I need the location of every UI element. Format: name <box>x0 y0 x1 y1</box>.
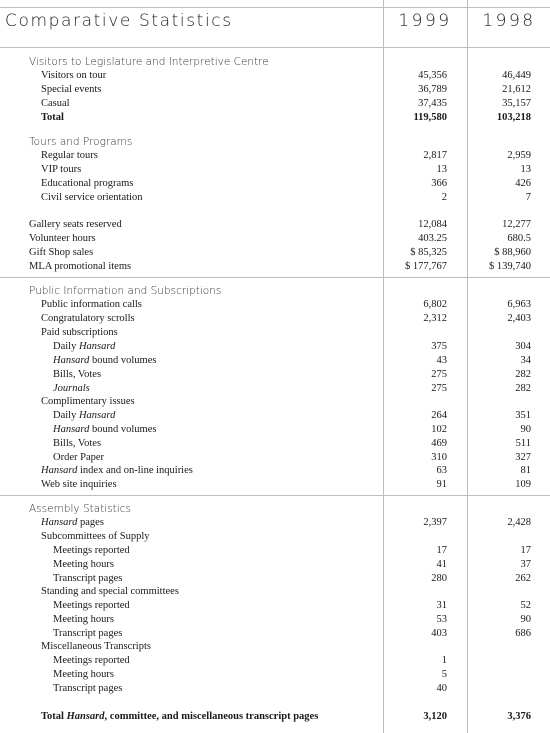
value-1998: 282 <box>515 369 531 380</box>
row-label: Visitors on tour <box>41 70 107 81</box>
table-row <box>0 423 550 437</box>
table-row <box>0 437 550 451</box>
row-label: Regular tours <box>41 150 98 161</box>
table-row <box>0 246 550 260</box>
value-1999: 3,120 <box>423 711 447 722</box>
table-row <box>0 613 550 627</box>
row-label: Volunteer hours <box>29 233 96 244</box>
row-label: Meeting hours <box>53 669 114 680</box>
row-label: Special events <box>41 84 102 95</box>
row-label: Paid subscriptions <box>41 327 118 338</box>
section-heading <box>0 135 550 149</box>
row-label: Gift Shop sales <box>29 247 94 258</box>
value-1999: 45,356 <box>418 70 447 81</box>
value-1998: 351 <box>515 410 531 421</box>
value-1999: 119,580 <box>413 112 447 123</box>
value-1998: 35,157 <box>502 98 531 109</box>
value-1999: $ 85,325 <box>410 247 447 258</box>
row-label: Meeting hours <box>53 559 114 570</box>
value-1998: 304 <box>515 341 531 352</box>
value-1999: 36,789 <box>418 84 447 95</box>
table-row <box>0 232 550 246</box>
value-1998: 12,277 <box>502 219 531 230</box>
row-label: Congratulatory scrolls <box>41 313 135 324</box>
value-1998: 282 <box>515 383 531 394</box>
table-row <box>0 464 550 478</box>
value-1999: 264 <box>431 410 447 421</box>
table-row <box>0 585 550 599</box>
table-row <box>0 640 550 654</box>
value-1999: 63 <box>436 465 447 476</box>
value-1998: 103,218 <box>496 112 531 123</box>
value-1999: 2,397 <box>423 517 447 528</box>
value-1998: 81 <box>520 465 531 476</box>
table-row <box>0 654 550 668</box>
value-1998: 680.5 <box>507 233 531 244</box>
row-label: Casual <box>41 98 70 109</box>
value-1998: 3,376 <box>507 711 531 722</box>
row-label: Transcript pages <box>53 683 123 694</box>
value-1999: 6,802 <box>423 299 447 310</box>
table-row <box>0 572 550 586</box>
row-label: Assembly Statistics <box>29 503 131 515</box>
row-label: Transcript pages <box>53 573 123 584</box>
value-1999: 53 <box>436 614 447 625</box>
value-1999: 310 <box>431 452 447 463</box>
table-row <box>0 382 550 396</box>
value-1999: 275 <box>431 369 447 380</box>
value-1999: 2 <box>441 192 447 203</box>
value-1999: 469 <box>431 438 447 449</box>
row-label: Public information calls <box>41 299 142 310</box>
table-row <box>0 530 550 544</box>
value-1998: 327 <box>515 452 531 463</box>
value-1998: 7 <box>525 192 531 203</box>
row-label: Bills, Votes <box>53 438 102 449</box>
table-row <box>0 340 550 354</box>
table-row <box>0 544 550 558</box>
value-1999: 17 <box>436 545 447 556</box>
table-row <box>0 298 550 312</box>
value-1998: $ 88,960 <box>494 247 531 258</box>
row-label: Web site inquiries <box>41 479 117 490</box>
table-row <box>0 599 550 613</box>
value-1999: 2,312 <box>423 313 447 324</box>
row-label: Civil service orientation <box>41 192 143 203</box>
row-label: Complimentary issues <box>41 396 135 407</box>
table-row <box>0 97 550 111</box>
value-1999: 5 <box>441 669 447 680</box>
value-1998: 90 <box>520 424 531 435</box>
row-label: Hansard index and on-line inquiries <box>41 465 193 476</box>
row-label: Journals <box>53 383 90 394</box>
row-label: Hansard pages <box>41 517 104 528</box>
value-1998: 2,428 <box>507 517 531 528</box>
row-label: Gallery seats reserved <box>29 219 122 230</box>
table-row <box>0 83 550 97</box>
value-1998: 426 <box>515 178 531 189</box>
value-1999: 12,084 <box>418 219 447 230</box>
value-1998: 21,612 <box>502 84 531 95</box>
table-row <box>0 218 550 232</box>
value-1999: 37,435 <box>418 98 447 109</box>
section-heading <box>0 502 550 516</box>
table-row <box>0 558 550 572</box>
value-1998: 37 <box>520 559 531 570</box>
column-header-1998: 1998 <box>482 11 536 31</box>
column-header-1999: 1999 <box>398 11 452 31</box>
value-1999: 2,817 <box>423 150 447 161</box>
table-row <box>0 69 550 83</box>
value-1998: 46,449 <box>502 70 531 81</box>
table-row <box>0 368 550 382</box>
table-row <box>0 260 550 274</box>
row-label: Educational programs <box>41 178 134 189</box>
row-label: Meeting hours <box>53 614 114 625</box>
table-row <box>0 163 550 177</box>
row-label: Subcommittees of Supply <box>41 531 150 542</box>
table-row <box>0 177 550 191</box>
value-1999: 375 <box>431 341 447 352</box>
table-row <box>0 111 550 125</box>
value-1998: 90 <box>520 614 531 625</box>
value-1998: 109 <box>515 479 531 490</box>
row-label: Meetings reported <box>53 545 130 556</box>
table-row <box>0 478 550 492</box>
table-row <box>0 668 550 682</box>
value-1998: 2,959 <box>507 150 531 161</box>
table-row <box>0 149 550 163</box>
value-1998: 34 <box>520 355 531 366</box>
value-1999: 275 <box>431 383 447 394</box>
row-label: Meetings reported <box>53 600 130 611</box>
value-1998: 2,403 <box>507 313 531 324</box>
value-1999: 13 <box>436 164 447 175</box>
value-1999: 403.25 <box>418 233 447 244</box>
row-label: Total <box>41 112 64 123</box>
row-label: Hansard bound volumes <box>53 355 157 366</box>
row-label: Daily Hansard <box>53 341 116 352</box>
value-1999: 403 <box>431 628 447 639</box>
value-1999: 43 <box>436 355 447 366</box>
value-1998: $ 139,740 <box>489 261 531 272</box>
row-label: Bills, Votes <box>53 369 102 380</box>
value-1998: 52 <box>520 600 531 611</box>
value-1999: 31 <box>436 600 447 611</box>
row-label: Total Hansard, committee, and miscellaneous transcript pages <box>41 711 319 722</box>
table-row <box>0 395 550 409</box>
section-heading <box>0 284 550 298</box>
page-title: Comparative Statistics <box>5 11 233 31</box>
row-label: Public Information and Subscriptions <box>29 285 222 297</box>
row-label: Visitors to Legislature and Interpretive Centre <box>29 56 269 68</box>
table-row <box>0 710 550 724</box>
table-row <box>0 627 550 641</box>
table-row <box>0 191 550 205</box>
table-row <box>0 516 550 530</box>
value-1999: $ 177,767 <box>405 261 447 272</box>
value-1998: 262 <box>515 573 531 584</box>
row-label: Order Paper <box>53 452 105 463</box>
row-label: VIP tours <box>41 164 82 175</box>
value-1998: 511 <box>515 438 531 449</box>
row-label: Hansard bound volumes <box>53 424 157 435</box>
value-1999: 1 <box>441 655 447 666</box>
table-row <box>0 409 550 423</box>
table-row <box>0 312 550 326</box>
table-row <box>0 682 550 696</box>
value-1999: 102 <box>431 424 447 435</box>
value-1999: 366 <box>431 178 447 189</box>
section-heading <box>0 55 550 69</box>
value-1999: 41 <box>436 559 447 570</box>
value-1999: 91 <box>436 479 447 490</box>
row-label: Meetings reported <box>53 655 130 666</box>
row-label: Daily Hansard <box>53 410 116 421</box>
row-label: Miscellaneous Transcripts <box>41 641 151 652</box>
value-1999: 40 <box>436 683 447 694</box>
row-label: MLA promotional items <box>29 261 132 272</box>
value-1998: 17 <box>520 545 531 556</box>
value-1999: 280 <box>431 573 447 584</box>
row-label: Transcript pages <box>53 628 123 639</box>
value-1998: 686 <box>515 628 531 639</box>
value-1998: 13 <box>520 164 531 175</box>
table-row <box>0 326 550 340</box>
row-label: Standing and special committees <box>41 586 179 597</box>
table-row <box>0 451 550 465</box>
value-1998: 6,963 <box>507 299 531 310</box>
table-row <box>0 354 550 368</box>
row-label: Tours and Programs <box>29 136 133 148</box>
